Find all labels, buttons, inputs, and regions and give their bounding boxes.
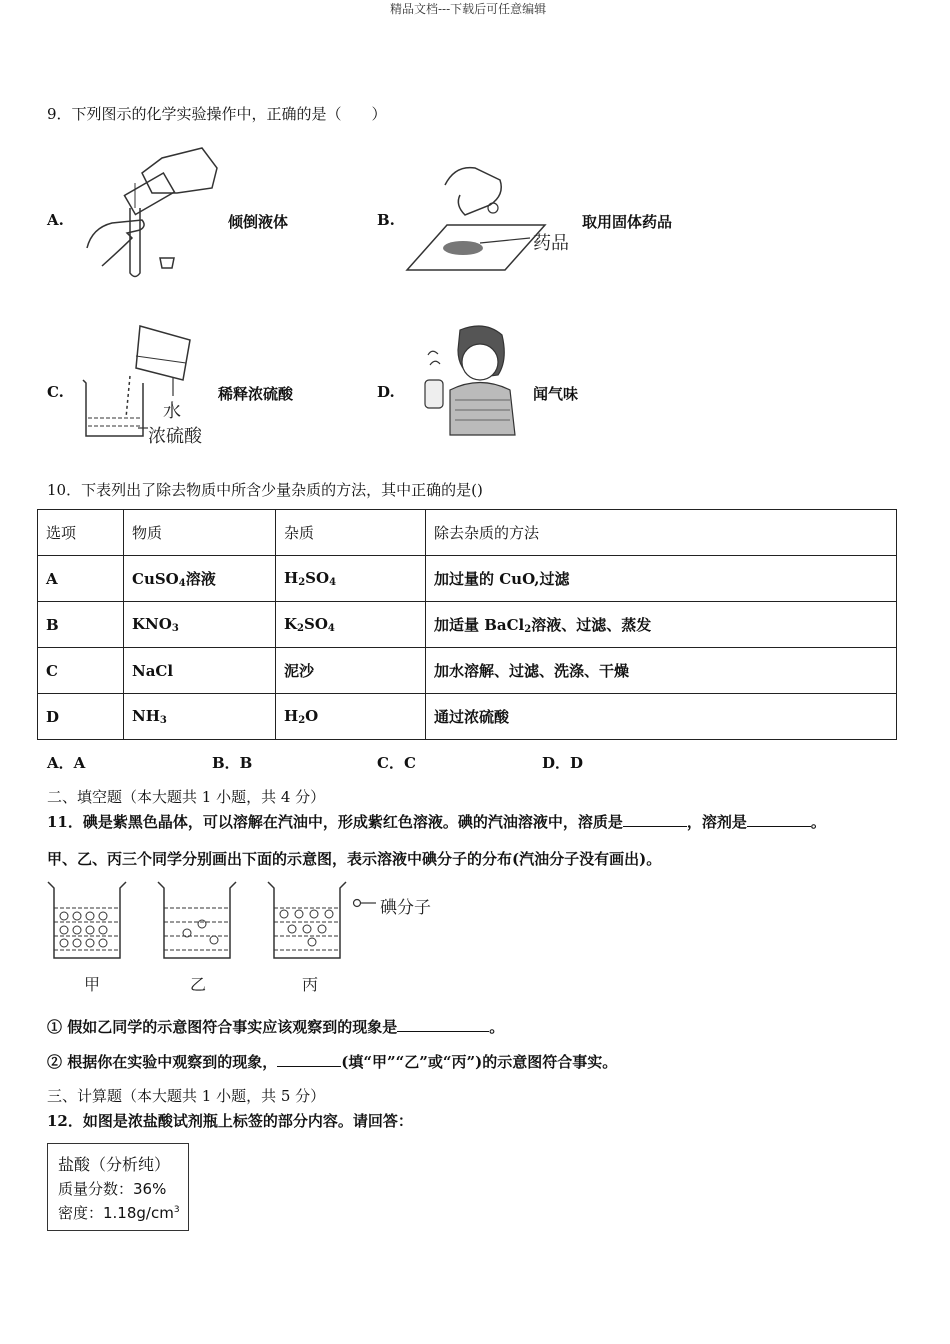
q11-line1: 11．碘是紫黑色晶体，可以溶解在汽油中，形成紫红色溶液。碘的汽油溶液中，溶质是 ，溶剂是 。 (47, 813, 826, 831)
q9-option-d-letter: D. (377, 383, 395, 401)
row-substance: CuSO$_4$溶液 (124, 556, 276, 602)
q9-stem: 9．下列图示的化学实验操作中，正确的是（ ） (47, 105, 387, 123)
table-header-row (38, 510, 897, 556)
row-substance: NaCl (124, 648, 276, 694)
impurity-table (37, 509, 897, 740)
q11-sub2: ② 根据你在实验中观察到的现象， (填“甲”“乙”或“丙”)的示意图符合事实。 (47, 1053, 618, 1071)
q9-option-d-caption: 闻气味 (533, 385, 579, 403)
row-impurity: $K_2SO_4$ (276, 602, 426, 648)
acid-label: 浓硫酸 (148, 426, 202, 447)
row-method: 加水溶解、过滤、洗涤、干燥 (426, 648, 897, 694)
q10-answer-a: A．A (47, 754, 86, 772)
q9-option-a-letter: A. (47, 211, 64, 229)
reagent-label: 药品 (533, 233, 569, 254)
solvent-blank[interactable] (747, 812, 811, 827)
row-substance: $KNO_3$ (124, 602, 276, 648)
row-substance: $NH_3$ (124, 694, 276, 740)
header-substance: 物质 (124, 510, 276, 556)
header-method: 除去杂质的方法 (426, 510, 897, 556)
row-option: A (38, 556, 124, 602)
pour-liquid-figure (82, 138, 222, 283)
q9-option-c-letter: C. (47, 383, 64, 401)
section-2-title: 二、填空题（本大题共 1 小题，共 4 分） (47, 788, 326, 806)
q11-sub1: ① 假如乙同学的示意图符合事实应该观察到的现象是 。 (47, 1018, 505, 1036)
q10-answer-c: C．C (377, 754, 416, 772)
beaker-jia (48, 882, 126, 958)
table-row (38, 648, 897, 694)
beaker-label-yi: 乙 (190, 975, 207, 994)
header-option: 选项 (38, 510, 124, 556)
solid-reagent-figure (405, 160, 585, 275)
table-row (38, 556, 897, 602)
q9-option-c-caption: 稀释浓硫酸 (218, 385, 294, 403)
q12-stem: 12．如图是浓盐酸试剂瓶上标签的部分内容。请回答： (47, 1112, 413, 1130)
row-method: 加适量 BaCl$_2$溶液、过滤、蒸发 (426, 602, 897, 648)
header-impurity: 杂质 (276, 510, 426, 556)
section-3-title: 三、计算题（本大题共 1 小题，共 5 分） (47, 1087, 326, 1105)
row-option: C (38, 648, 124, 694)
row-option: B (38, 602, 124, 648)
q10-answer-d: D．D (542, 754, 584, 772)
phenomenon-blank[interactable] (397, 1017, 489, 1032)
row-option: D (38, 694, 124, 740)
label-density: 密度：$1.18g/cm^3$ (58, 1204, 180, 1222)
page-header: 精品文档---下载后可任意编辑 (390, 2, 547, 16)
beaker-label-bing: 丙 (302, 975, 319, 994)
label-title: 盐酸（分析纯） (58, 1155, 171, 1174)
smell-gas-figure (410, 320, 520, 440)
row-impurity: $H_2O$ (276, 694, 426, 740)
diagram-choice-blank[interactable] (277, 1052, 341, 1067)
legend-label: 碘分子 (380, 898, 431, 918)
q9-option-a-caption: 倾倒液体 (228, 213, 289, 231)
q9-option-b-caption: 取用固体药品 (582, 213, 673, 231)
beaker-bing (268, 882, 346, 958)
row-method: 加过量的 CuO,过滤 (426, 556, 897, 602)
legend-molecule-icon (354, 900, 377, 907)
q10-answer-b: B．B (212, 754, 253, 772)
water-label: 水 (163, 401, 181, 422)
q10-stem: 10．下表列出了除去物质中所含少量杂质的方法，其中正确的是() (47, 481, 483, 499)
reagent-bottle-label (47, 1143, 189, 1231)
row-impurity: $H_2SO_4$ (276, 556, 426, 602)
solute-blank[interactable] (623, 812, 687, 827)
beaker-yi (158, 882, 236, 958)
table-row (38, 694, 897, 740)
table-row (38, 602, 897, 648)
row-method: 通过浓硫酸 (426, 694, 897, 740)
beaker-label-jia: 甲 (84, 975, 101, 994)
label-mass-fraction: 质量分数：36% (58, 1180, 167, 1198)
q11-line2: 甲、乙、丙三个同学分别画出下面的示意图，表示溶液中碘分子的分布(汽油分子没有画出)。 (47, 850, 662, 868)
q9-option-b-letter: B. (377, 211, 395, 229)
row-impurity: 泥沙 (276, 648, 426, 694)
